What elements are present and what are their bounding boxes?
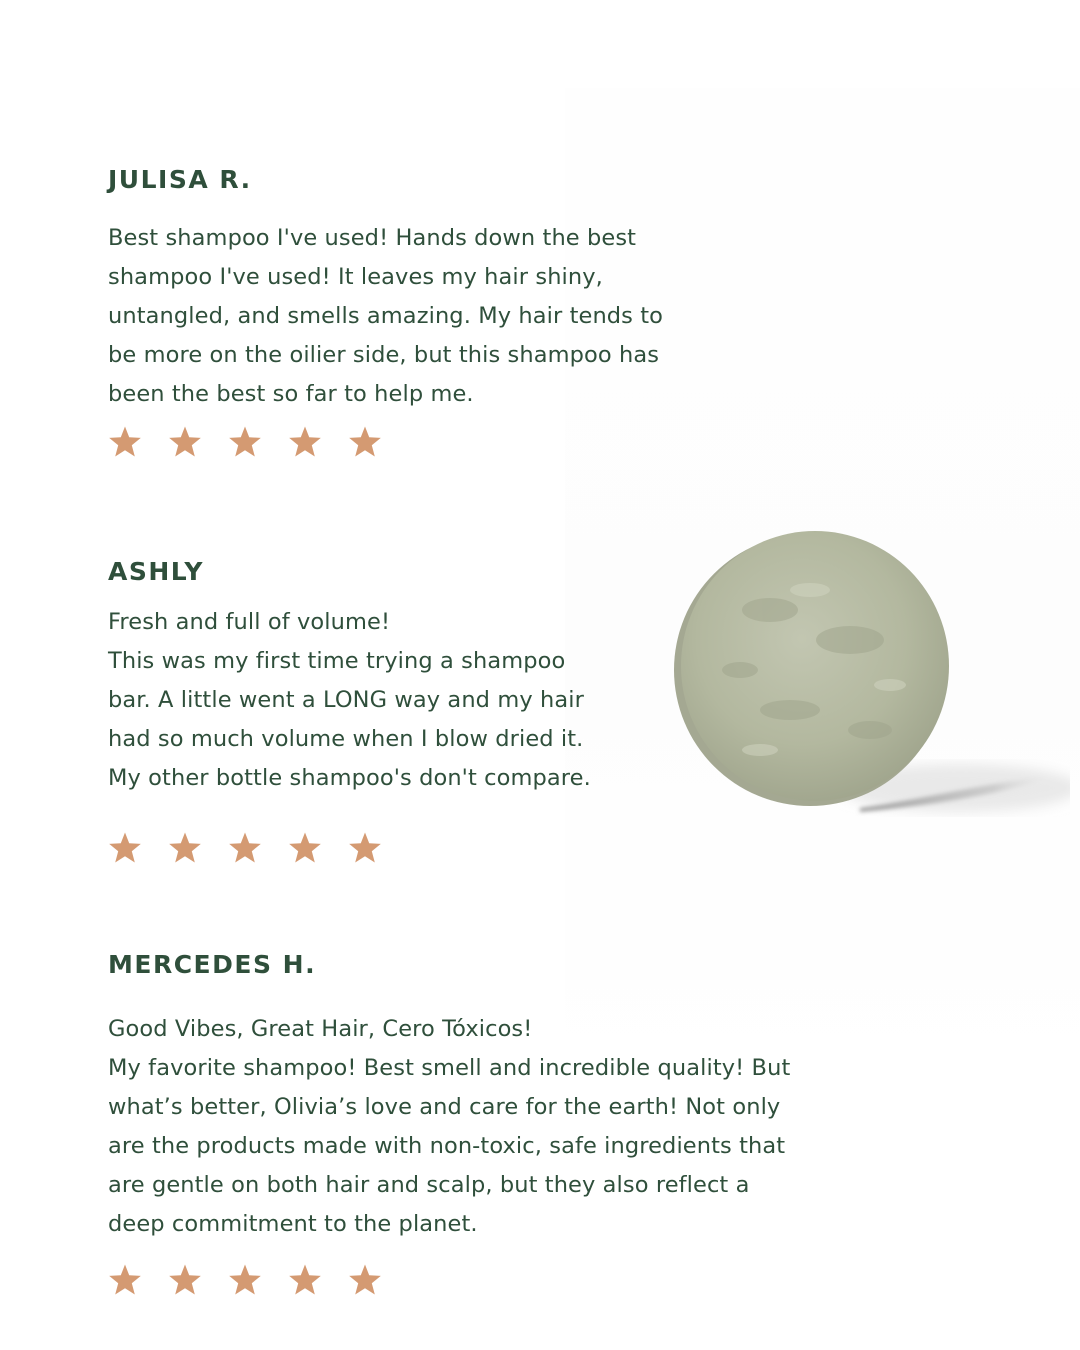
review-text [108, 1010, 790, 1244]
review-line: bar. A little went a LONG way and my hair [108, 687, 584, 713]
review-line: untangled, and smells amazing. My hair tends to [108, 303, 664, 329]
star-icon [168, 1263, 202, 1297]
star-icon [228, 1263, 262, 1297]
star-icon [228, 425, 262, 459]
star-icon [288, 831, 322, 865]
review-line: shampoo I've used! It leaves my hair shiny, [108, 264, 603, 290]
review-card [108, 165, 663, 462]
review-line: My other bottle shampoo's don't compare. [108, 765, 591, 791]
reviewer-name: MERCEDES H. [108, 950, 317, 979]
star-icon [348, 1263, 382, 1297]
star-icon [108, 1263, 142, 1297]
star-icon [228, 831, 262, 865]
shampoo-bar-illustration [660, 520, 1070, 840]
shampoo-bar-image [660, 520, 1070, 840]
star-icon [288, 1263, 322, 1297]
review-line: be more on the oilier side, but this shampoo has [108, 342, 660, 368]
review-line: My favorite shampoo! Best smell and incredible quality! But [108, 1055, 791, 1081]
review-line: Best shampoo I've used! Hands down the best [108, 225, 637, 251]
reviewer-name: ASHLY [108, 557, 204, 586]
star-icon [108, 425, 142, 459]
review-line: Good Vibes, Great Hair, Cero Tóxicos! [108, 1016, 533, 1042]
review-card [108, 950, 790, 1300]
review-line: are the products made with non-toxic, safe ingredients that [108, 1133, 786, 1159]
bar-face [681, 531, 949, 801]
star-icon [168, 425, 202, 459]
star-icon [348, 831, 382, 865]
star-rating [108, 422, 663, 462]
review-line: had so much volume when I blow dried it. [108, 726, 584, 752]
star-icon [168, 831, 202, 865]
review-line: deep commitment to the planet. [108, 1211, 478, 1237]
review-line: This was my first time trying a shampoo [108, 648, 566, 674]
review-line: been the best so far to help me. [108, 381, 474, 407]
star-icon [108, 831, 142, 865]
star-icon [288, 425, 322, 459]
review-text [108, 219, 663, 414]
review-text [108, 603, 591, 798]
star-rating [108, 1260, 790, 1300]
review-line: are gentle on both hair and scalp, but they also reflect a [108, 1172, 750, 1198]
star-icon [348, 425, 382, 459]
review-line: Fresh and full of volume! [108, 609, 391, 635]
review-line: what’s better, Olivia’s love and care for the earth! Not only [108, 1094, 781, 1120]
reviewer-name: JULISA R. [108, 165, 252, 194]
star-rating [108, 828, 591, 868]
review-card [108, 557, 591, 868]
